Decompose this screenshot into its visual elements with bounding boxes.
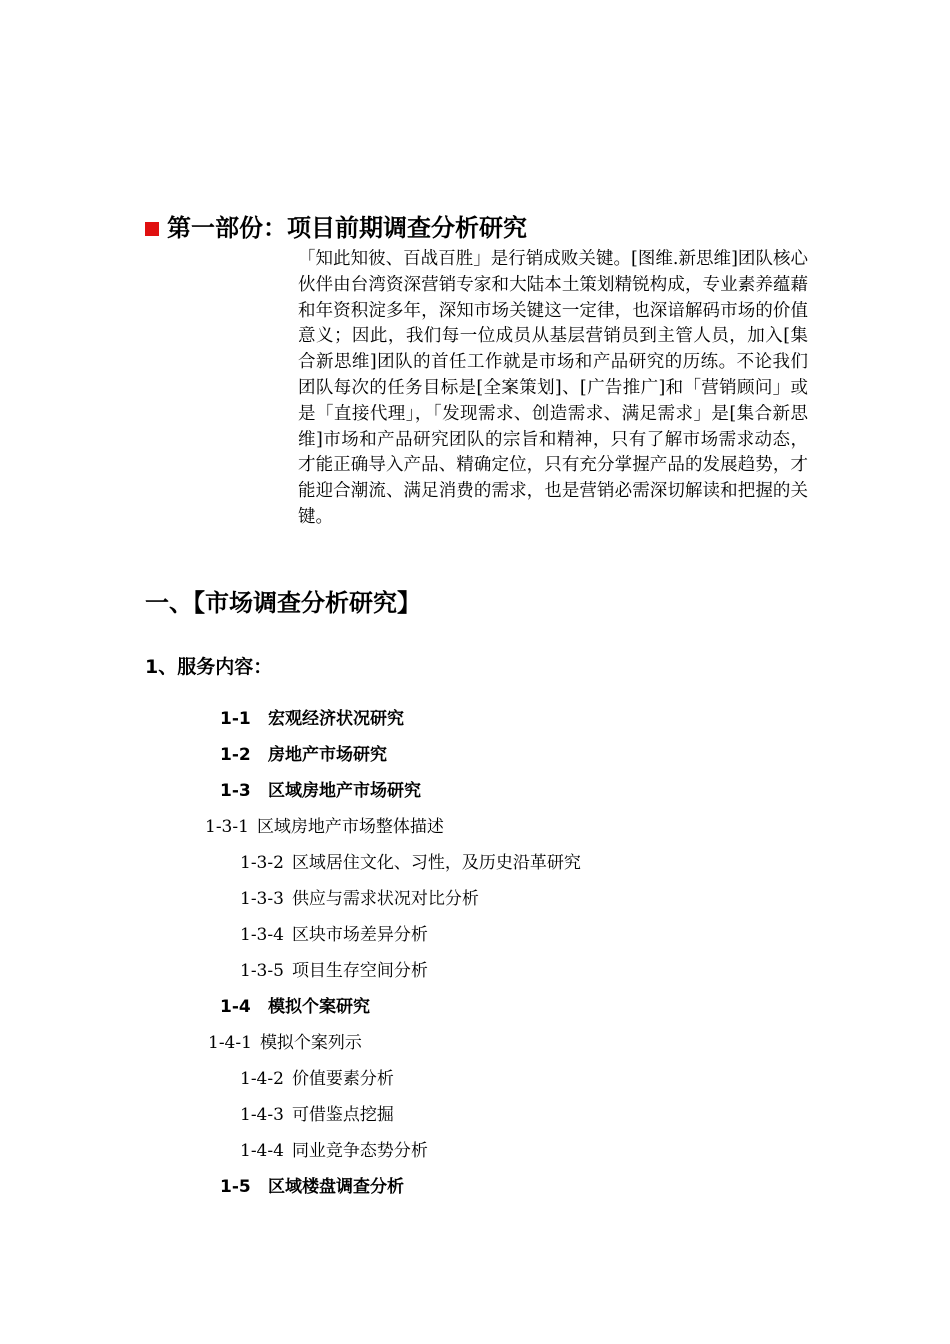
list-item bbox=[240, 1136, 428, 1161]
list-item bbox=[220, 776, 421, 801]
list-item bbox=[205, 812, 444, 837]
part-title: 第一部份：项目前期调查分析研究 bbox=[167, 214, 527, 242]
item-label: 房地产市场研究 bbox=[268, 745, 387, 765]
item-number: 1-4-2 bbox=[240, 1069, 284, 1089]
list-item bbox=[240, 1100, 394, 1125]
list-item bbox=[220, 740, 387, 765]
intro-paragraph: 「知此知彼、百战百胜」是行销成败关键。[图维.新思维]团队核心伙伴由台湾资深营销专家和大陆本土策划精锐构成，专业素养蕴藉和年资积淀多年，深知市场关键这一定律，也深谙解码市场的价值意义；因此，我们每一位成员从基层营销员到主管人员，加入[集合新思维]团队的首任工作就是市场和产品研究的历练。不论我们团队每次的任务目标是[全案策划]、[广告推广]和「营销顾问」或是「直接代理」，「发现需求、创造需求、满足需求」是[集合新思维]市场和产品研究团队的宗旨和精神，只有了解市场需求动态，才能正确导入产品、精确定位，只有充分掌握产品的发展趋势，才能迎合潮流、满足消费的需求，也是营销必需深切解读和把握的关键。 bbox=[298, 249, 808, 527]
item-number: 1-3-4 bbox=[240, 925, 284, 945]
item-number: 1-3 bbox=[220, 781, 251, 801]
item-label: 宏观经济状况研究 bbox=[268, 709, 404, 729]
item-number: 1-4-4 bbox=[240, 1141, 284, 1161]
list-item bbox=[240, 956, 428, 981]
item-number: 1-4-3 bbox=[240, 1105, 284, 1125]
item-label: 区域楼盘调查分析 bbox=[268, 1177, 404, 1197]
item-label: 项目生存空间分析 bbox=[291, 961, 428, 981]
subsection-title: 1、服务内容： bbox=[145, 656, 273, 678]
item-number: 1-5 bbox=[220, 1177, 251, 1197]
list-item bbox=[220, 704, 404, 729]
item-number: 1-1 bbox=[220, 709, 251, 729]
list-item bbox=[220, 1172, 404, 1197]
item-label: 供应与需求状况对比分析 bbox=[291, 889, 479, 909]
item-number: 1-3-5 bbox=[240, 961, 284, 981]
item-number: 1-3-3 bbox=[240, 889, 284, 909]
list-item bbox=[240, 884, 479, 909]
item-label: 同业竞争态势分析 bbox=[291, 1141, 428, 1161]
item-number: 1-3-1 bbox=[205, 817, 249, 837]
list-item bbox=[208, 1028, 362, 1053]
item-label: 区域房地产市场研究 bbox=[268, 781, 421, 801]
item-label: 价值要素分析 bbox=[291, 1069, 394, 1089]
item-number: 1-2 bbox=[220, 745, 251, 765]
item-number: 1-3-2 bbox=[240, 853, 284, 873]
item-label: 区域房地产市场整体描述 bbox=[256, 817, 444, 837]
item-label: 模拟个案研究 bbox=[268, 997, 370, 1017]
item-number: 1-4-1 bbox=[208, 1033, 252, 1053]
list-item bbox=[240, 920, 428, 945]
item-label: 模拟个案列示 bbox=[259, 1033, 362, 1053]
item-label: 区域居住文化、习性，及历史沿革研究 bbox=[291, 853, 581, 873]
item-label: 区块市场差异分析 bbox=[291, 925, 428, 945]
section-title: 一、【市场调查分析研究】 bbox=[145, 589, 421, 617]
red-square-bullet-icon bbox=[145, 222, 159, 236]
item-number: 1-4 bbox=[220, 997, 251, 1017]
list-item bbox=[240, 1064, 394, 1089]
item-label: 可借鉴点挖掘 bbox=[291, 1105, 394, 1125]
list-item bbox=[240, 848, 581, 873]
list-item bbox=[220, 992, 370, 1017]
